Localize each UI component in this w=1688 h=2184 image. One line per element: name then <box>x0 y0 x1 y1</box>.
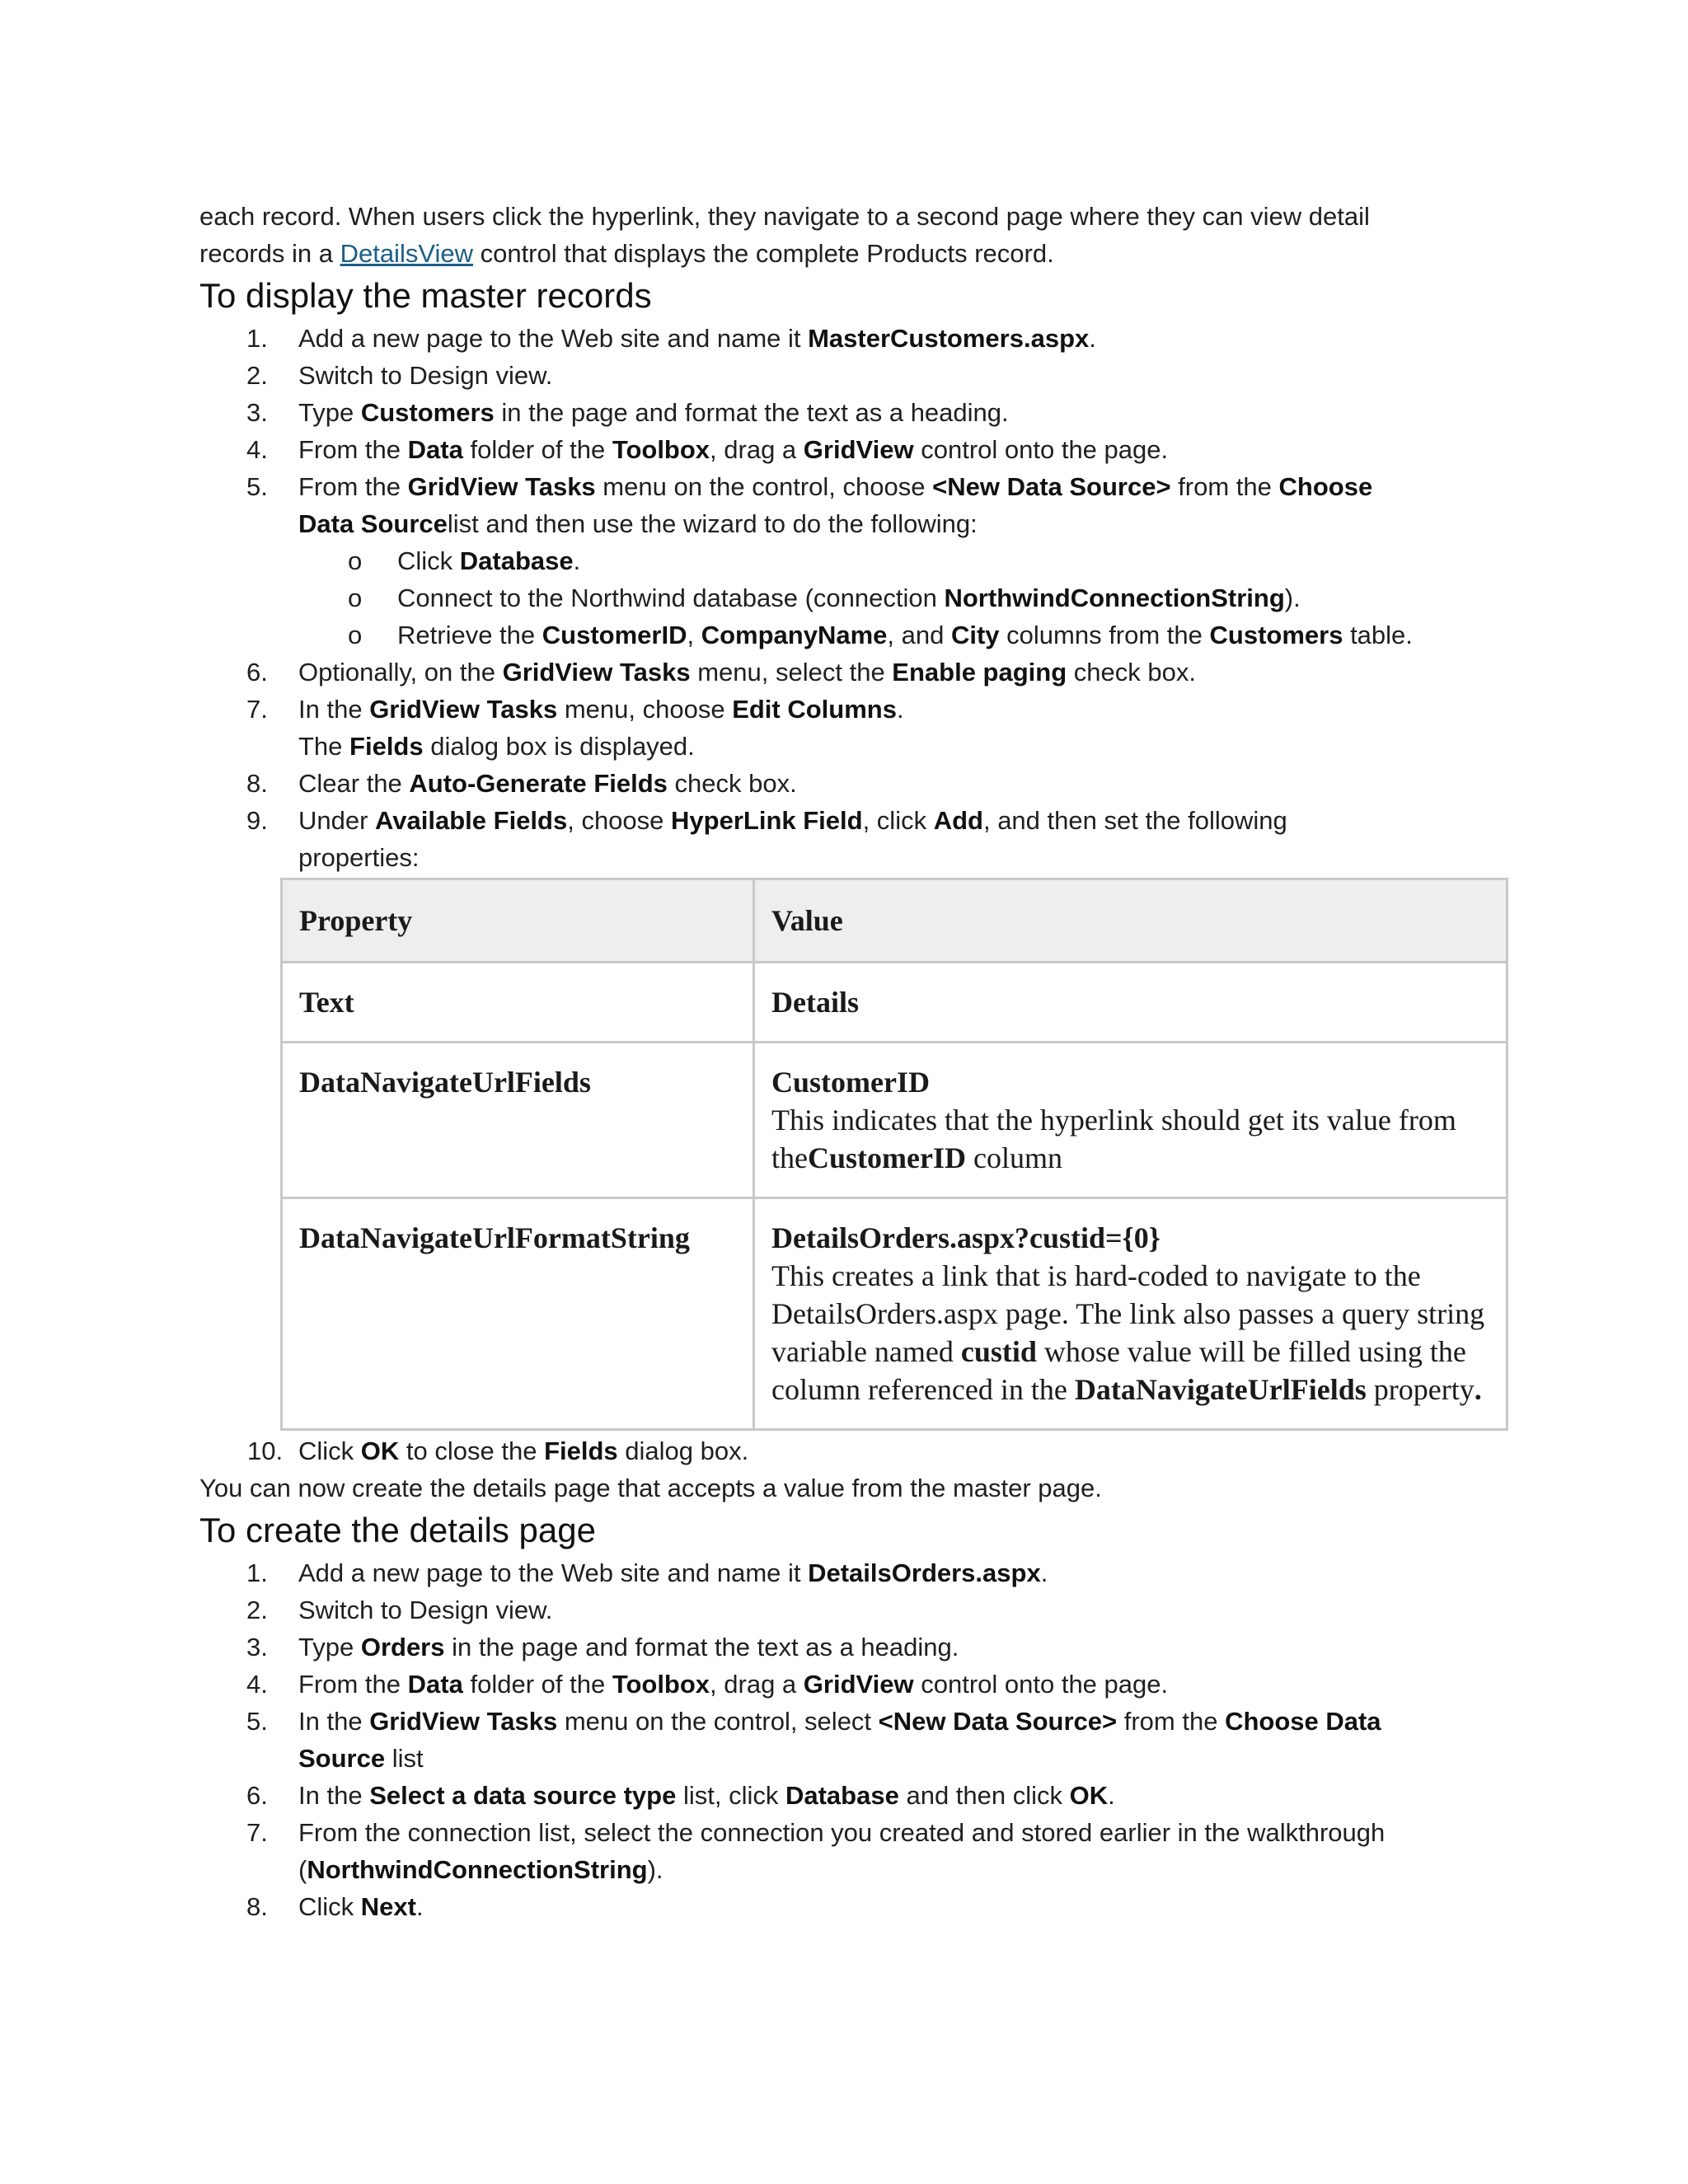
text: menu, choose <box>557 695 733 724</box>
bold-text: Data <box>407 1670 463 1699</box>
step-number: 10. <box>247 1436 284 1465</box>
step-number: 2. <box>246 361 268 390</box>
step-number: 9. <box>246 806 268 835</box>
column-header-property: Property <box>282 879 754 963</box>
step-number: 1. <box>246 1558 268 1587</box>
bold-text: custid <box>960 1335 1037 1368</box>
text: Optionally, on the <box>298 658 503 687</box>
text: columns from the <box>999 621 1210 649</box>
bold-text: Select a data source type <box>369 1781 677 1810</box>
value-cell <box>754 1043 1507 1198</box>
text: , choose <box>567 806 672 835</box>
list-item <box>199 1777 1502 1814</box>
table-header-row <box>282 879 1507 963</box>
step-number: 7. <box>246 695 268 724</box>
bold-text: NorthwindConnectionString <box>944 583 1285 612</box>
list-item <box>199 1629 1502 1666</box>
bold-text: Fields <box>349 732 424 761</box>
text: Type <box>298 1633 361 1661</box>
bold-text: Enable paging <box>892 658 1067 687</box>
text: In the <box>298 1707 370 1736</box>
text: Type <box>298 398 361 427</box>
value-description: This creates a link that is hard-coded to navigate to the DetailsOrders.aspx page. The link also passes a query string variable named <box>771 1259 1485 1368</box>
text: Click <box>298 1436 361 1465</box>
bold-text: CustomerID <box>807 1141 966 1174</box>
bold-text: Customers <box>1209 621 1343 649</box>
step-number: 8. <box>246 1892 268 1921</box>
table-row <box>282 1198 1507 1430</box>
bold-text: Orders <box>360 1633 445 1661</box>
list-item <box>199 1591 1502 1629</box>
text: from the <box>1170 472 1279 501</box>
bold-text: Edit Columns <box>732 695 897 724</box>
step-number: 1. <box>246 324 268 353</box>
value-title: DetailsOrders.aspx?custid={0} <box>771 1221 1160 1254</box>
list-item <box>199 579 1502 616</box>
text: control onto the page. <box>913 1670 1169 1699</box>
text: ). <box>1284 583 1301 612</box>
bold-text: . <box>1474 1373 1482 1406</box>
list-item <box>199 802 1502 876</box>
text: . <box>1040 1558 1048 1587</box>
text: , click <box>862 806 934 835</box>
list-item <box>199 1432 1502 1469</box>
value-cell <box>754 1198 1507 1430</box>
list-item <box>199 691 1502 728</box>
list-item <box>199 1666 1502 1703</box>
text: control onto the page. <box>913 435 1169 464</box>
bold-text: GridView <box>803 435 914 464</box>
text: . <box>1089 324 1096 353</box>
bold-text: Toolbox <box>612 435 710 464</box>
text: ). <box>647 1855 663 1884</box>
master-steps-list-continued-2 <box>199 765 1502 876</box>
master-steps-list-continued <box>199 654 1502 728</box>
closing-paragraph: You can now create the details page that accepts a value from the master page. <box>199 1474 1102 1502</box>
bold-text: <New Data Source> <box>932 472 1171 501</box>
text: , <box>687 621 701 649</box>
bold-text: Data Source <box>298 509 448 538</box>
bold-text: GridView Tasks <box>369 695 558 724</box>
bullet-icon: o <box>348 583 363 612</box>
text: list and then use the wizard to do the following: <box>447 509 978 538</box>
bold-text: GridView Tasks <box>407 472 596 501</box>
document-page <box>199 198 1502 1925</box>
step-number: 5. <box>246 472 268 501</box>
text: , and then set the following <box>982 806 1287 835</box>
step-number: 6. <box>246 1781 268 1810</box>
text: , drag a <box>710 435 804 464</box>
step-number: 5. <box>246 1707 268 1736</box>
text: From the <box>298 472 408 501</box>
bold-text: Toolbox <box>612 1670 710 1699</box>
bold-text: OK <box>1069 1781 1109 1810</box>
bold-text: Add <box>933 806 983 835</box>
text: Clear the <box>298 769 410 798</box>
property-cell: Text <box>282 963 754 1043</box>
property-cell: DataNavigateUrlFormatString <box>282 1198 754 1430</box>
column-header-value: Value <box>754 879 1507 963</box>
text: menu on the control, choose <box>595 472 933 501</box>
table-row <box>282 1043 1507 1198</box>
list-item <box>199 1814 1502 1888</box>
intro-line-2-start: records in a <box>199 239 340 268</box>
step-7-note <box>199 728 1502 765</box>
bullet-icon: o <box>348 546 363 575</box>
list-item <box>199 431 1502 468</box>
text: . <box>415 1892 424 1921</box>
section-heading-master-records: To display the master records <box>199 276 652 315</box>
text: folder of the <box>462 435 612 464</box>
step-number: 3. <box>246 1633 268 1661</box>
text: Switch to Design view. <box>298 1596 553 1624</box>
bold-text: MasterCustomers.aspx <box>808 324 1090 353</box>
bold-text: Available Fields <box>375 806 568 835</box>
property-cell: DataNavigateUrlFields <box>282 1043 754 1198</box>
list-item <box>199 765 1502 802</box>
step-number: 7. <box>246 1818 268 1847</box>
value-description: This indicates that the hyperlink should get its value from the <box>771 1104 1456 1174</box>
text: , drag a <box>710 1670 804 1699</box>
text: check box. <box>1067 658 1196 687</box>
text: Click <box>397 546 460 575</box>
text: dialog box. <box>617 1436 749 1465</box>
bold-text: CompanyName <box>701 621 888 649</box>
text: check box. <box>667 769 797 798</box>
step-number: 8. <box>246 769 268 798</box>
bold-text: DetailsOrders.aspx <box>808 1558 1041 1587</box>
text: In the <box>298 1781 370 1810</box>
bullet-icon: o <box>348 621 363 649</box>
intro-line-1: each record. When users click the hyperlink, they navigate to a second page where they can view detail <box>199 202 1370 231</box>
text: to close the <box>399 1436 545 1465</box>
detailsview-link[interactable]: DetailsView <box>340 239 473 268</box>
text: list, click <box>676 1781 785 1810</box>
wizard-sub-list <box>199 542 1502 654</box>
step-number: 4. <box>246 435 268 464</box>
intro-paragraph <box>199 198 1502 272</box>
master-steps-list-continued-3 <box>199 1432 1502 1469</box>
details-steps-list <box>199 1554 1502 1925</box>
text: folder of the <box>462 1670 612 1699</box>
bold-text: HyperLink Field <box>671 806 863 835</box>
intro-line-2-end: control that displays the complete Products record. <box>472 239 1054 268</box>
bold-text: NorthwindConnectionString <box>307 1855 648 1884</box>
text: . <box>896 695 904 724</box>
list-item <box>199 320 1502 357</box>
master-steps-list <box>199 320 1502 542</box>
bold-text: DataNavigateUrlFields <box>1074 1373 1367 1406</box>
list-item <box>199 1554 1502 1591</box>
text: Under <box>298 806 376 835</box>
step-number: 2. <box>246 1596 268 1624</box>
bold-text: OK <box>360 1436 400 1465</box>
bold-text: <New Data Source> <box>878 1707 1118 1736</box>
text: Click <box>298 1892 361 1921</box>
text: dialog box is displayed. <box>423 732 695 761</box>
value-description: whose value will be filled using the column referenced in the <box>771 1335 1466 1406</box>
text: From the connection list, select the connection you created and stored earlier in the walkthrough <box>298 1818 1386 1847</box>
text: list <box>385 1744 424 1773</box>
bold-text: CustomerID <box>542 621 687 649</box>
hyperlink-properties-table <box>280 878 1508 1431</box>
bold-text: Next <box>360 1892 416 1921</box>
text: In the <box>298 695 370 724</box>
text: . <box>573 546 581 575</box>
bold-text: Choose Data <box>1225 1707 1381 1736</box>
value-description: column <box>965 1141 1062 1174</box>
text: Add a new page to the Web site and name it <box>298 1558 809 1587</box>
list-item <box>199 654 1502 691</box>
value-cell <box>754 963 1507 1043</box>
bold-text: Choose <box>1278 472 1373 501</box>
text: in the page and format the text as a heading. <box>494 398 1009 427</box>
text: , and <box>887 621 951 649</box>
table-row <box>282 963 1507 1043</box>
list-item <box>199 394 1502 431</box>
text: and then click <box>898 1781 1070 1810</box>
step-number: 6. <box>246 658 268 687</box>
value-title: Details <box>771 986 859 1019</box>
list-item <box>199 357 1502 394</box>
text: . <box>1108 1781 1115 1810</box>
bold-text: Database <box>459 546 574 575</box>
value-description: property <box>1366 1373 1475 1406</box>
text: Switch to Design view. <box>298 361 553 390</box>
list-item <box>199 616 1502 654</box>
list-item <box>199 1703 1502 1777</box>
bold-text: Source <box>298 1744 386 1773</box>
text: from the <box>1117 1707 1226 1736</box>
step-number: 3. <box>246 398 268 427</box>
list-item <box>199 468 1502 542</box>
text: From the <box>298 1670 408 1699</box>
section-heading-details-page: To create the details page <box>199 1511 596 1549</box>
text: ( <box>298 1855 307 1884</box>
text: Add a new page to the Web site and name it <box>298 324 809 353</box>
text: menu, select the <box>690 658 893 687</box>
text: table. <box>1343 621 1413 649</box>
text: The <box>298 732 350 761</box>
bold-text: Auto-Generate Fields <box>409 769 668 798</box>
bold-text: GridView Tasks <box>502 658 691 687</box>
list-item <box>199 542 1502 579</box>
bold-text: GridView Tasks <box>369 1707 558 1736</box>
text: properties: <box>298 843 420 872</box>
bold-text: GridView <box>803 1670 914 1699</box>
step-number: 4. <box>246 1670 268 1699</box>
bold-text: Customers <box>360 398 495 427</box>
bold-text: Database <box>785 1781 899 1810</box>
list-item <box>199 1888 1502 1925</box>
text: Connect to the Northwind database (connection <box>397 583 945 612</box>
bold-text: City <box>950 621 1000 649</box>
text: Retrieve the <box>397 621 542 649</box>
bold-text: Data <box>407 435 463 464</box>
value-title: CustomerID <box>771 1066 930 1099</box>
bold-text: Fields <box>544 1436 618 1465</box>
text: From the <box>298 435 408 464</box>
text: menu on the control, select <box>557 1707 879 1736</box>
text: in the page and format the text as a heading. <box>444 1633 959 1661</box>
